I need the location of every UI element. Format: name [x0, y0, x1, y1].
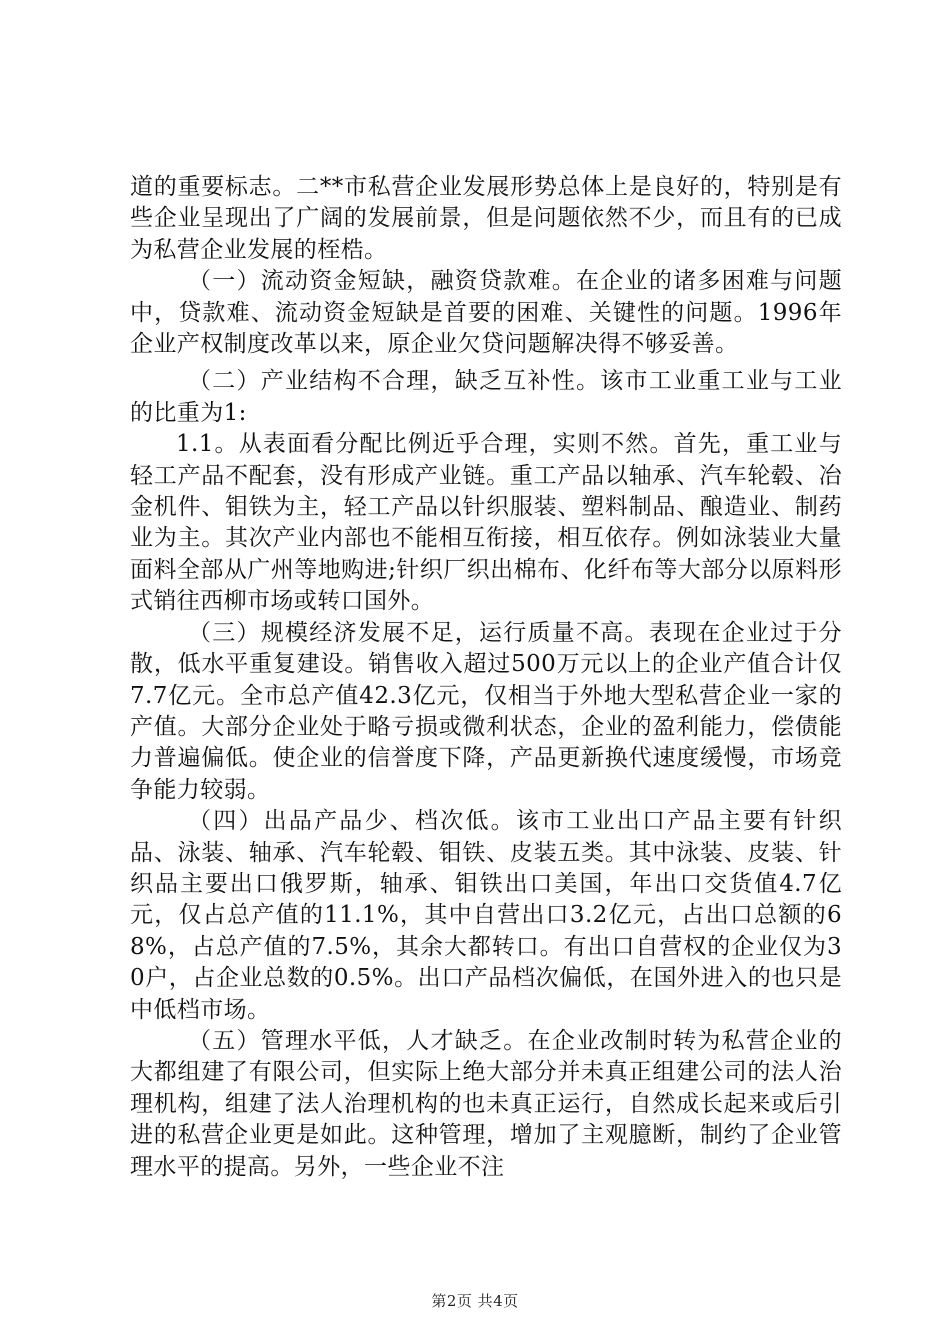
paragraph-section-4: （四）出品产品少、档次低。该市工业出口产品主要有针织品、泳装、轴承、汽车轮毂、钼铁、皮装五类。其中泳装、皮装、针织品主要出口俄罗斯，轴承、钼铁出口美国，年出口交货值4.7亿元，仅占总产值的11.1%，其中自营出口3.2亿元，占出口总额的68%，占总产值的7.5%，其余大都转口。有出口自营权的企业仅为30户，占企业总数的0.5%。出口产品档次偏低，在国外进入的也只是中低档市场。 [130, 808, 842, 1023]
paragraph-section-1: （一）流动资金短缺，融资贷款难。在企业的诸多困难与问题中，贷款难、流动资金短缺是首要的困难、关键性的问题。1996年企业产权制度改革以来，原企业欠贷问题解决得不够妥善。 [130, 268, 842, 358]
document-body [130, 172, 842, 1183]
paragraph-section-5: （五）管理水平低，人才缺乏。在企业改制时转为私营企业的大都组建了有限公司，但实际上绝大部分并未真正组建公司的法人治理机构，组建了法人治理机构的也未真正运行，自然成长起来或后引进的私营企业更是如此。这种管理，增加了主观臆断，制约了企业管理水平的提高。另外，一些企业不注 [130, 1027, 842, 1180]
paragraph-section-2: （二）产业结构不合理，缺乏互补性。该市工业重工业与工业的比重为1: [130, 368, 842, 426]
paragraph-intro-continuation: 道的重要标志。二**市私营企业发展形势总体上是良好的，特别是有些企业呈现出了广阔的发展前景，但是问题依然不少，而且有的已成为私营企业发展的桎梏。 [130, 174, 842, 263]
paragraph-section-3: （三）规模经济发展不足，运行质量不高。表现在企业过于分散，低水平重复建设。销售收入超过500万元以上的企业产值合计仅7.7亿元。全市总产值42.3亿元，仅相当于外地大型私营企业一家的产值。大部分企业处于略亏损或微利状态，企业的盈利能力，偿债能力普遍偏低。使企业的信誉度下降，产品更新换代速度缓慢，市场竞争能力较弱。 [130, 619, 842, 803]
page-number-footer: 第2页 共4页 [431, 1292, 519, 1310]
paragraph-section-2-detail: 1.1。从表面看分配比例近乎合理，实则不然。首先，重工业与轻工产品不配套，没有形成产业链。重工产品以轴承、汽车轮毂、冶金机件、钼铁为主，轻工产品以针织服装、塑料制品、酿造业、制药业为主。其次产业内部也不能相互衔接，相互依存。例如泳装业大量面料全部从广州等地购进;针织厂织出棉布、化纤布等大部分以原料形式销往西柳市场或转口国外。 [130, 431, 842, 615]
